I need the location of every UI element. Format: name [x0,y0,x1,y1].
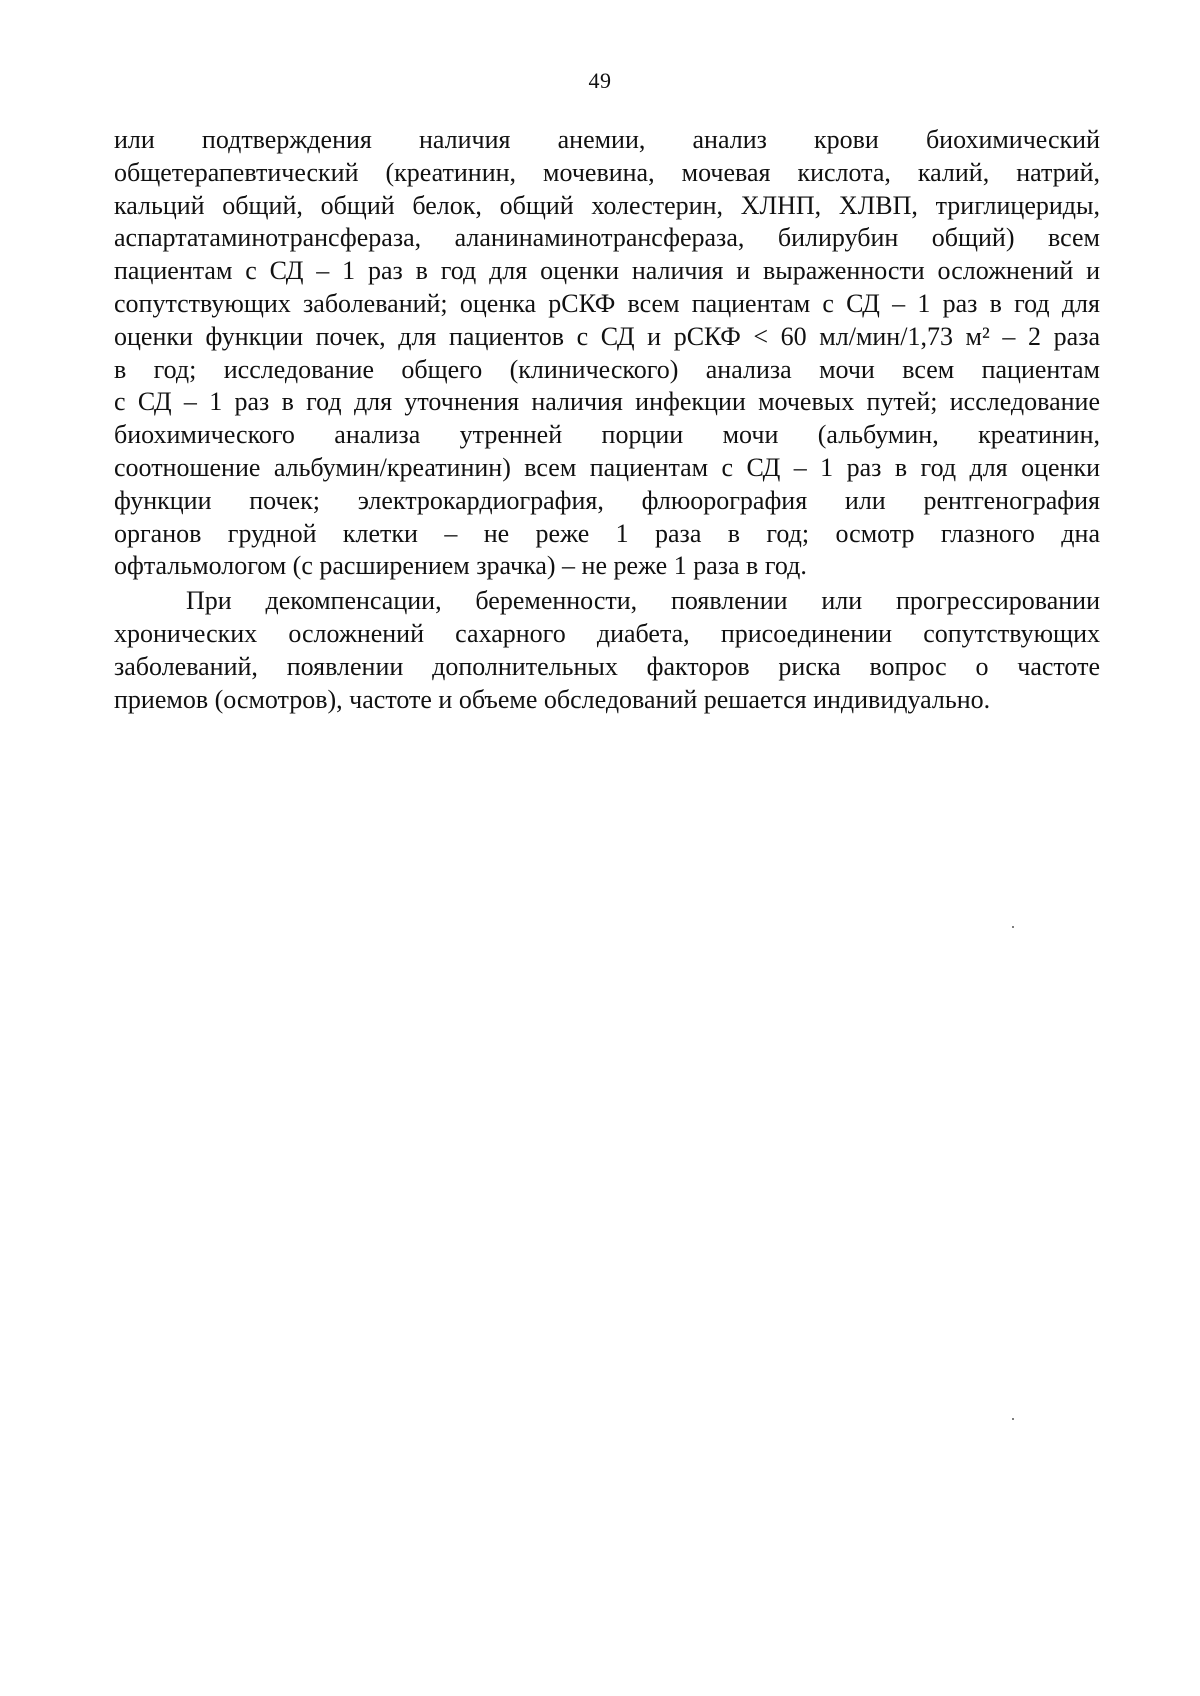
text-line: соотношение альбумин/креатинин) всем пациентам с СД – 1 раз в год для оценки [114,452,1100,482]
text-line: пациентам с СД – 1 раз в год для оценки наличия и выраженности осложнений и [114,256,1100,286]
text-line: функции почек; электрокардиография, флюорография или рентгенография [114,485,1100,515]
text-line: При декомпенсации, беременности, появлении или прогрессировании [186,586,1100,616]
text-line: сопутствующих заболеваний; оценка рСКФ всем пациентам с СД – 1 раз в год для [114,288,1100,318]
text-line: с СД – 1 раз в год для уточнения наличия инфекции мочевых путей; исследование [114,387,1100,417]
text-line: в год; исследование общего (клинического) анализа мочи всем пациентам [114,354,1100,384]
text-line: органов грудной клетки – не реже 1 раза в год; осмотр глазного дна [114,518,1100,548]
text-line: хронических осложнений сахарного диабета, присоединении сопутствующих [114,618,1100,648]
text-line: оценки функции почек, для пациентов с СД и рСКФ < 60 мл/мин/1,73 м² – 2 раза [114,321,1100,351]
text-line: аспартатаминотрансфераза, аланинаминотрансфераза, билирубин общий) всем [114,223,1100,253]
paragraph-1 [114,124,1100,583]
text-line: приемов (осмотров), частоте и объеме обследований решается индивидуально. [114,684,991,714]
scan-speck [1012,926,1014,928]
text-line: заболеваний, появлении дополнительных факторов риска вопрос о частоте [114,651,1100,681]
page-number: 49 [588,68,612,93]
text-line: офтальмологом (с расширением зрачка) – не реже 1 раза в год. [114,551,807,581]
document-body [114,124,1100,716]
text-line: общетерапевтический (креатинин, мочевина, мочевая кислота, калий, натрий, [114,157,1100,187]
text-line: биохимического анализа утренней порции мочи (альбумин, креатинин, [114,420,1100,450]
scan-speck [1012,1418,1014,1420]
text-line: кальций общий, общий белок, общий холестерин, ХЛНП, ХЛВП, триглицериды, [114,190,1100,220]
text-line: или подтверждения наличия анемии, анализ крови биохимический [114,125,1100,154]
paragraph-2 [114,585,1100,716]
